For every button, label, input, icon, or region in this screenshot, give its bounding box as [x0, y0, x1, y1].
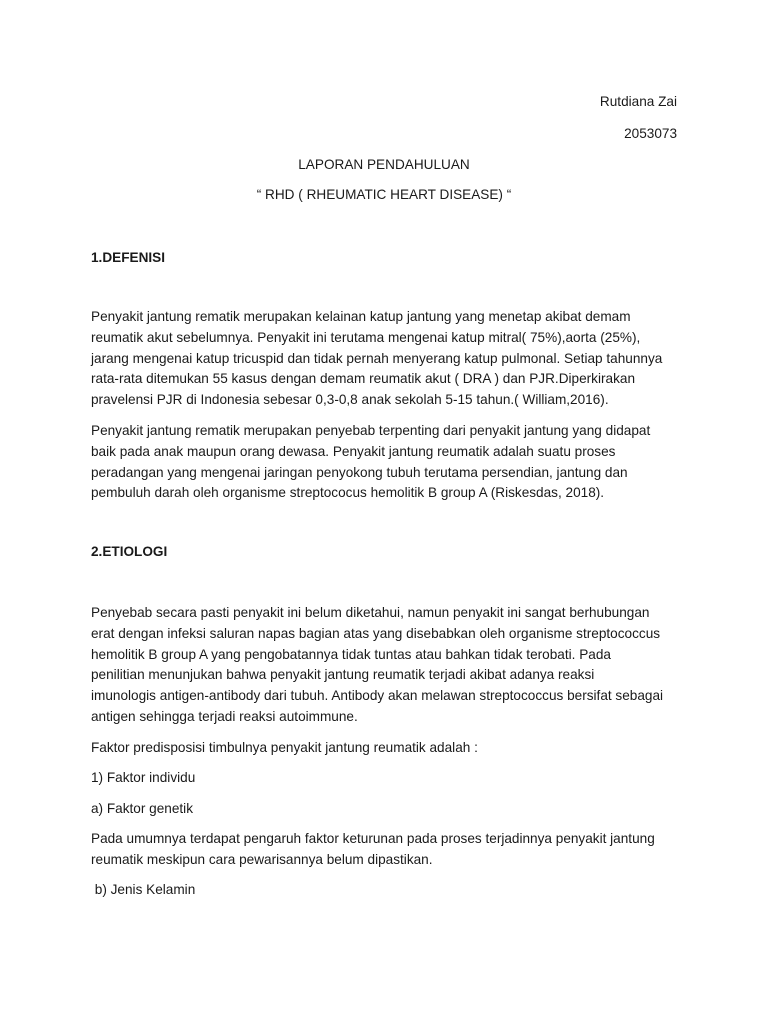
factor-gender: b) Jenis Kelamin [91, 882, 196, 897]
text-line: Pada umumnya terdapat pengaruh faktor keturunan pada proses terjadinnya penyakit jantung [91, 831, 655, 846]
report-title: LAPORAN PENDAHULUAN [298, 157, 470, 172]
section-heading-defenisi: 1.DEFENISI [91, 250, 166, 265]
text-line: hemolitik B group A yang pengobatannya tidak tuntas atau bahkan tidak terobati. Pada [91, 646, 611, 662]
author-name: Rutdiana Zai [599, 94, 677, 109]
section-heading-etiologi: 2.ETIOLOGI [91, 544, 168, 559]
text-line: Penyakit jantung rematik merupakan kelainan katup jantung yang menetap akibat demam [91, 309, 631, 324]
factor-genetic: a) Faktor genetik [91, 801, 193, 816]
text-line: baik pada anak maupun orang dewasa. Penyakit jantung reumatik adalah suatu proses [91, 443, 616, 459]
paragraph-genetic [91, 829, 691, 871]
paragraph-etiologi-1 [91, 603, 691, 728]
text-line: Penyakit jantung rematik merupakan penyebab terpenting dari penyakit jantung yang didapat [91, 423, 651, 438]
predisposition-intro: Faktor predisposisi timbulnya penyakit jantung reumatik adalah : [91, 740, 478, 755]
text-line: rata-rata ditemukan 55 kasus dengan demam reumatik akut ( DRA ) dan PJR.Diperkirakan [91, 371, 636, 387]
text-line: jarang mengenai katup tricuspid dan tidak pernah menyerang katup pulmonal. Setiap tahunnya [91, 350, 663, 366]
text-line: pravelensi PJR di Indonesia sebesar 0,3-0,8 anak sekolah 5-15 tahun.( William,2016). [91, 392, 609, 408]
student-id: 2053073 [624, 126, 677, 141]
factor-individual: 1) Faktor individu [91, 770, 196, 785]
report-subtitle: “ RHD ( RHEUMATIC HEART DISEASE) “ [256, 187, 512, 202]
text-line: reumatik akut sebelumnya. Penyakit ini terutama mengenai katup mitral( 75%),aorta (25%), [91, 329, 641, 345]
text-line: Penyebab secara pasti penyakit ini belum diketahui, namun penyakit ini sangat berhubungan [91, 605, 650, 620]
paragraph-defenisi-2 [91, 421, 691, 504]
paragraph-defenisi-1 [91, 307, 691, 411]
text-line: erat dengan infeksi saluran napas bagian atas yang disebabkan oleh organisme streptococcus [91, 625, 661, 641]
text-line: reumatik meskipun cara pewarisannya belum dipastikan. [91, 851, 433, 867]
text-line: antigen sehingga terjadi reaksi autoimmune. [91, 708, 358, 724]
text-line: imunologis antigen-antibody dari tubuh. Antibody akan melawan streptococcus bersifat sebagai [91, 688, 664, 704]
text-line: pembuluh darah oleh organisme streptococus hemolitik B group A (Riskesdas, 2018). [91, 485, 605, 501]
text-line: penilitian menunjukan bahwa penyakit jantung reumatik terjadi akibat adanya reaksi [91, 667, 595, 683]
text-line: peradangan yang mengenai jaringan penyokong tubuh terutama persendian, jantung dan [91, 464, 628, 480]
